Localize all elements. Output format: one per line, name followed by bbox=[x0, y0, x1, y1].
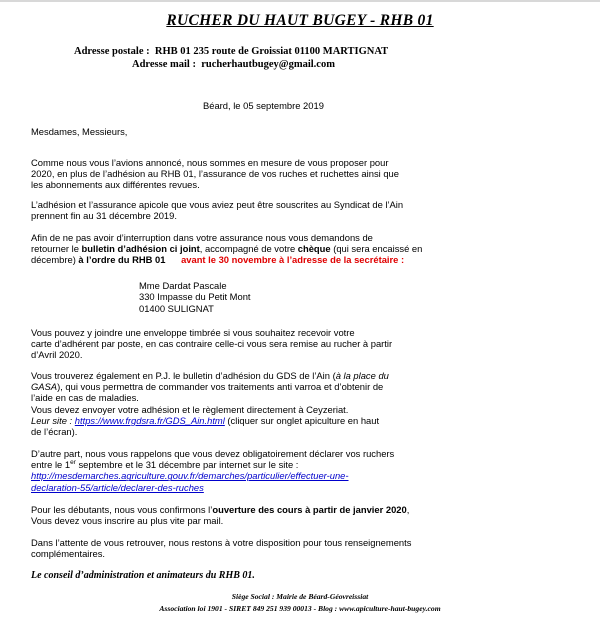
text-line: D’autre part, nous vous rappelons que vous devez obligatoirement déclarer vos ruchers bbox=[31, 448, 395, 459]
text-line: Vous devez envoyer votre adhésion et le règlement directement à Ceyzeriat. bbox=[31, 403, 349, 415]
text-line: de l’écran). bbox=[31, 426, 78, 438]
text-span: 2020, en plus de l’ bbox=[31, 168, 108, 180]
text-line bbox=[31, 504, 576, 515]
text-line: Vous pouvez y joindre une enveloppe timbrée si vous souhaitez recevoir votre bbox=[31, 327, 355, 338]
text-line: L’adhésion et l’assurance apicole que vous aviez peut être souscrites au Syndicat de l’Ain bbox=[31, 199, 404, 210]
text-line bbox=[31, 254, 576, 265]
text-span: , accompagné de votre bbox=[199, 243, 298, 255]
text-span: (cliquer sur onglet apiculture en haut bbox=[224, 414, 380, 426]
text-line bbox=[31, 415, 576, 426]
secretary-street: 330 Impasse du Petit Mont bbox=[139, 291, 251, 303]
cheque-emphasis: chèque bbox=[297, 243, 331, 255]
gds-site-link[interactable]: https://www.frgdsra.fr/GDS_Ain.html bbox=[74, 414, 225, 426]
text-span: à la place du bbox=[335, 370, 389, 381]
text-span: (qui sera encaissé en bbox=[330, 243, 423, 255]
text-line: les abonnements aux différentes revues. bbox=[31, 179, 200, 191]
bulletin-emphasis: bulletin d’adhésion ci joint bbox=[81, 243, 200, 255]
paragraph-member-card bbox=[31, 327, 576, 361]
paragraph-instructions bbox=[31, 232, 576, 266]
text-span: entre le 1 bbox=[31, 459, 71, 471]
secretary-city: 01400 SULIGNAT bbox=[139, 302, 214, 314]
text-span: décembre) bbox=[31, 254, 79, 266]
declaration-link-line2[interactable]: declaration-55/article/declarer-des-ruches bbox=[31, 481, 204, 493]
superscript: er bbox=[70, 459, 76, 467]
postal-address-label: Adresse postale : bbox=[74, 46, 150, 57]
secretary-name: Mme Dardat Pascale bbox=[139, 280, 227, 291]
text-span: septembre et le 31 décembre par internet sur le site : bbox=[75, 459, 299, 471]
text-span: GASA bbox=[31, 381, 58, 393]
text-line: d’Avril 2020. bbox=[31, 349, 83, 361]
footer-seat: Siège Social : Mairie de Béard-Géovreissiat bbox=[231, 592, 369, 601]
paragraph-end-of-insurance bbox=[31, 199, 576, 221]
text-span: retourner le bbox=[31, 243, 82, 255]
declaration-link-line1[interactable]: http://mesdemarches.agriculture.gouv.fr/demarches/particulier/effectuer-une- bbox=[31, 470, 349, 482]
courses-emphasis: ouverture des cours à partir de janvier 2020 bbox=[212, 504, 407, 515]
text-line: complémentaires. bbox=[31, 548, 105, 560]
text-span: , l’assurance de vos ruches et ruchettes ainsi que bbox=[193, 168, 399, 180]
text-span: Vous trouverez également en P.J. le bulletin d’adhésion du GDS de l’Ain ( bbox=[31, 370, 336, 381]
deadline-red-text: avant le 30 novembre à l’adresse de la secrétaire : bbox=[181, 254, 405, 266]
secretary-address bbox=[139, 280, 251, 314]
mail-address-label: Adresse mail : bbox=[132, 59, 196, 70]
text-span: , bbox=[406, 504, 410, 515]
text-line bbox=[31, 381, 576, 392]
payee-emphasis: à l’ordre du RHB 01 bbox=[78, 254, 166, 266]
top-rule bbox=[0, 0, 600, 2]
paragraph-gds bbox=[31, 370, 576, 437]
paragraph-declaration bbox=[31, 448, 576, 493]
text-line: Afin de ne pas avoir d’interruption dans votre assurance nous vous demandons de bbox=[31, 232, 373, 243]
text-line: Dans l’attente de vous retrouver, nous restons à votre disposition pour tous renseignements bbox=[31, 537, 412, 548]
paragraph-offer bbox=[31, 157, 576, 191]
text-line bbox=[31, 243, 576, 254]
text-line bbox=[31, 459, 576, 470]
text-span: Pour les débutants, nous vous confirmons l’ bbox=[31, 504, 213, 515]
text-line: l’aide en cas de maladies. bbox=[31, 392, 139, 404]
text-line bbox=[31, 370, 576, 381]
footer-association: Association loi 1901 - SIRET 849 251 939 00013 - Blog : www.apiculture-haut-bugey.com bbox=[159, 604, 441, 613]
date-line: Béard, le 05 septembre 2019 bbox=[203, 100, 324, 111]
text-line bbox=[31, 168, 576, 179]
text-line: Comme nous vous l’avions annoncé, nous sommes en mesure de vous proposer pour bbox=[31, 157, 389, 168]
text-span: adhésion au RHB 01 bbox=[107, 168, 194, 180]
letter-title: RUCHER DU HAUT BUGEY - RHB 01 bbox=[166, 12, 434, 29]
mail-address-line bbox=[132, 59, 335, 70]
mail-address-value: rucherhautbugey@gmail.com bbox=[201, 59, 335, 70]
text-line: carte d’adhérent par poste, en cas contraire celle-ci vous sera remise au rucher à partir bbox=[31, 338, 393, 350]
paragraph-closing bbox=[31, 537, 576, 559]
salutation: Mesdames, Messieurs, bbox=[31, 126, 128, 137]
postal-address-value: RHB 01 235 route de Groissiat 01100 MARTIGNAT bbox=[154, 46, 389, 57]
text-span: Leur site : bbox=[31, 414, 75, 426]
postal-address-line bbox=[74, 46, 388, 57]
text-span: ), qui vous permettra de commander vos traitements anti varroa et d’obtenir de bbox=[57, 381, 384, 393]
paragraph-courses bbox=[31, 504, 576, 526]
text-line: prennent fin au 31 décembre 2019. bbox=[31, 210, 177, 222]
text-line: Vous devez vous inscrire au plus vite par mail. bbox=[31, 515, 224, 527]
signature: Le conseil d’administration et animateurs du RHB 01. bbox=[31, 570, 255, 581]
